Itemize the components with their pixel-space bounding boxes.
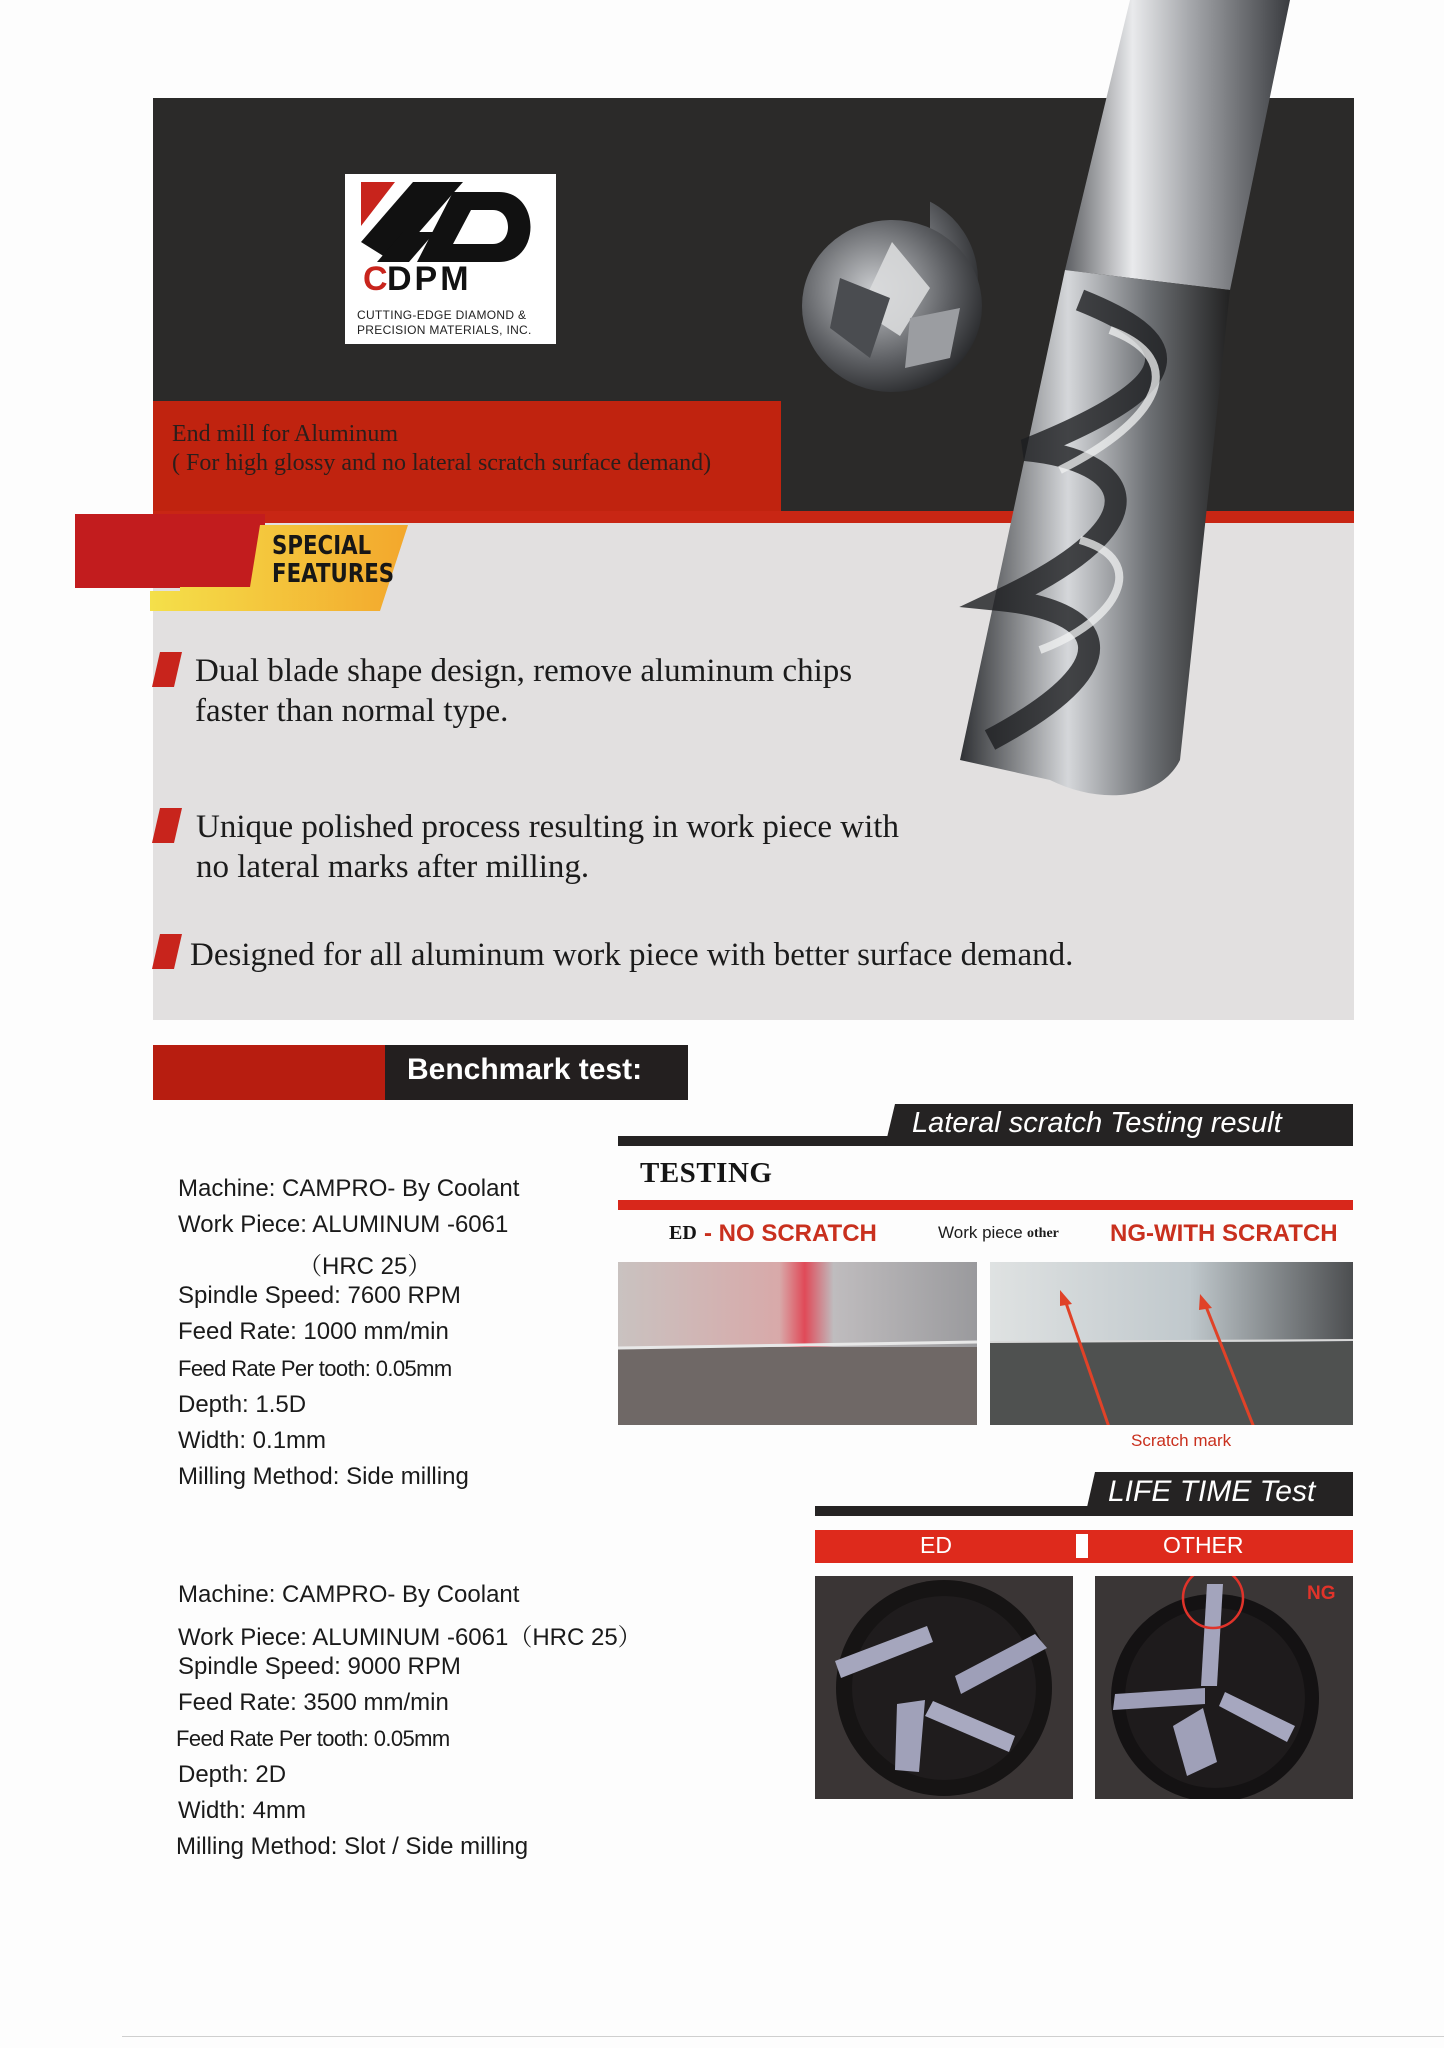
- ed-tool-tip-photo: [815, 1576, 1073, 1799]
- test1-width: Width: 0.1mm: [178, 1427, 327, 1454]
- test2-depth: Depth: 2D: [178, 1761, 287, 1788]
- svg-text:C: C: [363, 260, 391, 294]
- test1-spindle-speed: Spindle Speed: 7600 RPM: [178, 1282, 461, 1309]
- bullet-icon: [152, 652, 182, 687]
- ed-label: ED: [669, 1222, 697, 1244]
- feature-item-3-line-1: Designed for all aluminum work piece with better surface demand.: [190, 937, 1074, 973]
- feature-item-3: [190, 935, 1073, 975]
- ed-workpiece-photo: [618, 1262, 977, 1425]
- product-subtitle-box: [153, 401, 781, 511]
- feature-item-1: [195, 651, 852, 731]
- test2-spindle-speed: Spindle Speed: 9000 RPM: [178, 1653, 461, 1680]
- test1-feed-per-tooth: Feed Rate Per tooth: 0.05mm: [178, 1356, 452, 1381]
- svg-text:DPM: DPM: [387, 260, 472, 294]
- special-features-line-1: SPECIAL: [272, 531, 372, 561]
- life-time-title: LIFE TIME Test: [1108, 1475, 1316, 1508]
- test1-machine: Machine: CAMPRO- By Coolant: [178, 1175, 520, 1202]
- subtitle-line-2: ( For high glossy and no lateral scratch surface demand): [172, 450, 712, 476]
- test1-work-piece: Work Piece: ALUMINUM -6061: [178, 1211, 509, 1238]
- benchmark-title: Benchmark test:: [407, 1053, 643, 1086]
- bullet-icon: [152, 808, 182, 843]
- life-other-label: OTHER: [1163, 1532, 1244, 1558]
- test1-hardness: （HRC 25）: [298, 1253, 432, 1280]
- life-time-divider: [1076, 1534, 1088, 1558]
- test2-feed-per-tooth: Feed Rate Per tooth: 0.05mm: [176, 1726, 450, 1751]
- test2-milling-method: Milling Method: Slot / Side milling: [176, 1833, 529, 1860]
- subtitle-line-1: End mill for Aluminum: [172, 421, 398, 447]
- logo-line-2: PRECISION MATERIALS, INC.: [357, 323, 532, 337]
- testing-red-line: [618, 1200, 1353, 1210]
- work-piece-label: Work piece: [938, 1223, 1023, 1242]
- feature-item-2-line-2: no lateral marks after milling.: [196, 849, 590, 885]
- ng-scratch-label: NG-WITH SCRATCH: [1110, 1220, 1338, 1247]
- special-features-label: [272, 532, 394, 588]
- logo-line-1: CUTTING-EDGE DIAMOND &: [357, 308, 527, 322]
- end-mill-image: [930, 0, 1350, 830]
- feature-item-2-line-1: Unique polished process resulting in work piece with: [196, 809, 899, 845]
- other-tool-tip-photo: [1095, 1576, 1353, 1799]
- feature-item-2: [196, 807, 899, 887]
- scratch-mark-caption: Scratch mark: [1131, 1431, 1232, 1450]
- feature-item-1-line-1: Dual blade shape design, remove aluminum chips: [195, 653, 853, 689]
- ng-label: NG: [1307, 1583, 1336, 1604]
- company-logo: [345, 174, 556, 344]
- other-label: other: [1027, 1226, 1059, 1241]
- end-mill-tip-image: [800, 218, 985, 393]
- cdpm-logo-icon: [353, 178, 548, 294]
- test2-machine: Machine: CAMPRO- By Coolant: [178, 1581, 520, 1608]
- test2-work-piece: Work Piece: ALUMINUM -6061（HRC 25）: [178, 1624, 642, 1651]
- test1-milling-method: Milling Method: Side milling: [178, 1463, 469, 1490]
- special-features-line-2: FEATURES: [272, 559, 395, 589]
- no-scratch-label: - NO SCRATCH: [704, 1220, 877, 1247]
- test1-depth: Depth: 1.5D: [178, 1391, 307, 1418]
- test1-feed-rate: Feed Rate: 1000 mm/min: [178, 1318, 449, 1345]
- benchmark-red-bar: [153, 1045, 393, 1100]
- lateral-title: Lateral scratch Testing result: [912, 1107, 1282, 1139]
- life-ed-label: ED: [920, 1532, 952, 1558]
- feature-item-1-line-2: faster than normal type.: [195, 693, 509, 729]
- footer-line: [122, 2036, 1444, 2037]
- testing-title: TESTING: [640, 1157, 773, 1189]
- bullet-icon: [152, 934, 182, 969]
- test2-feed-rate: Feed Rate: 3500 mm/min: [178, 1689, 449, 1716]
- test2-width: Width: 4mm: [178, 1797, 307, 1824]
- other-workpiece-photo: [990, 1262, 1353, 1425]
